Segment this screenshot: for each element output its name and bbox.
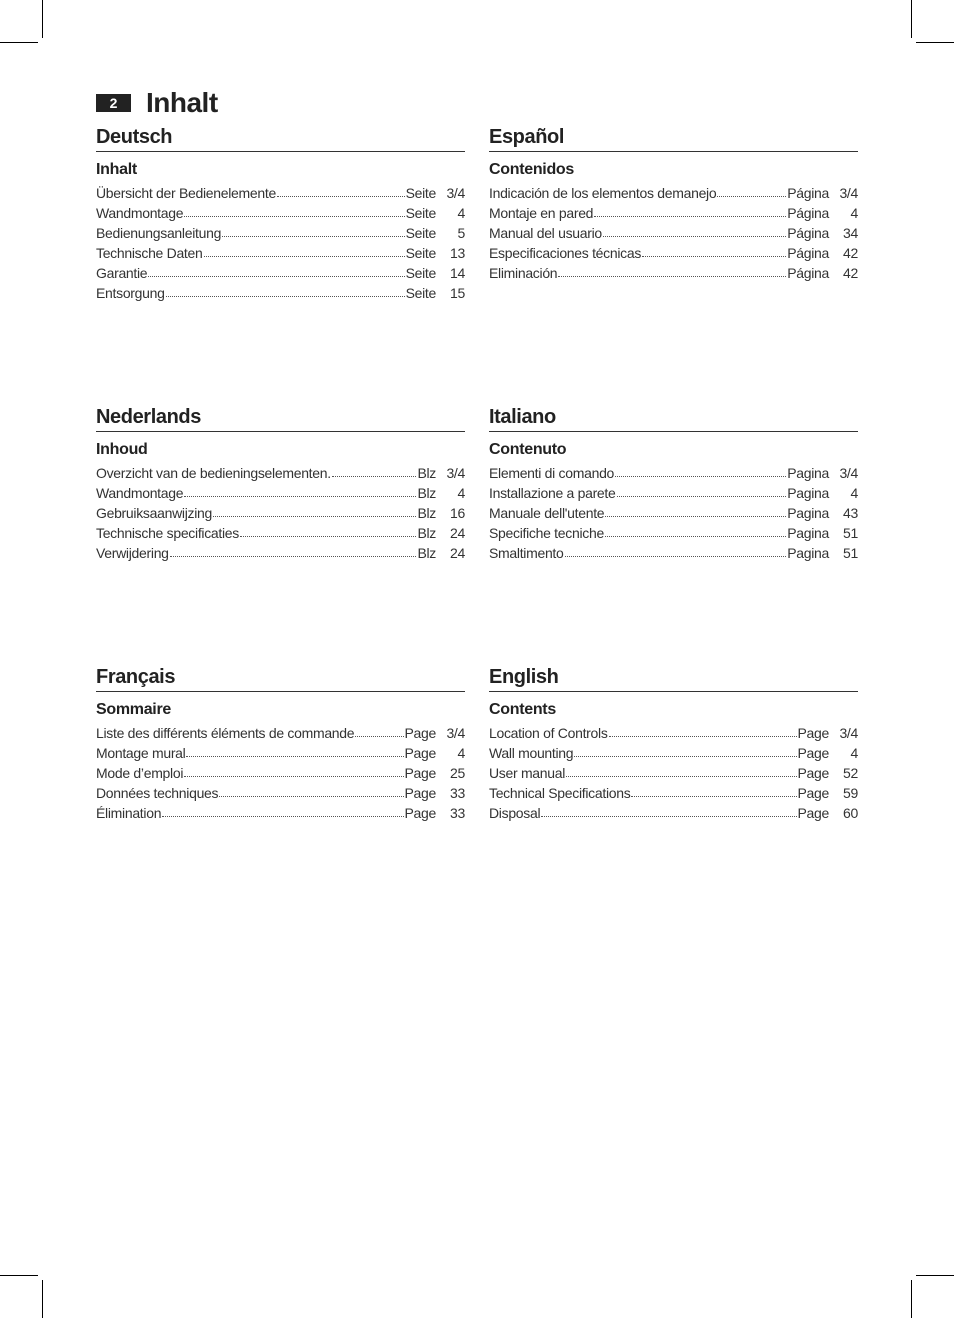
toc-entry-page-label: Blz — [417, 485, 436, 501]
toc-entry-page-number: 4 — [457, 745, 465, 761]
toc-entry-title: Élimination — [96, 805, 162, 821]
toc-entry-page-number: 3/4 — [446, 465, 465, 481]
toc-entry-page-label: Page — [404, 785, 436, 801]
section-italiano — [489, 403, 858, 563]
toc-entry-page-number: 4 — [457, 205, 465, 221]
toc-entry-page-label: Page — [797, 805, 829, 821]
toc-entry-page-label: Page — [797, 765, 829, 781]
toc-entry-page-label: Pagina — [787, 505, 829, 521]
toc-entry-page-number: 4 — [457, 485, 465, 501]
dot-leader — [184, 204, 404, 217]
crop-mark — [916, 1275, 954, 1276]
dot-leader — [186, 744, 403, 757]
toc-entry[interactable] — [96, 543, 465, 563]
language-heading: Italiano — [489, 403, 858, 432]
toc-entry-title: Manual del usuario — [489, 225, 602, 241]
toc-entry-page-label: Pagina — [787, 545, 829, 561]
toc-entry-page-label: Page — [404, 745, 436, 761]
dot-leader — [594, 204, 786, 217]
toc-entry-title: Montage mural — [96, 745, 186, 761]
toc-entry-page-number: 15 — [450, 285, 465, 301]
toc-entry[interactable] — [96, 503, 465, 523]
toc-subtitle: Inhalt — [96, 161, 137, 178]
toc-entry[interactable] — [489, 803, 858, 823]
dot-leader — [558, 264, 786, 277]
toc-entry-title: Gebruiksaanwijzing — [96, 505, 212, 521]
dot-leader — [541, 804, 796, 817]
crop-mark — [911, 0, 912, 38]
toc-entry-page-number: 3/4 — [446, 185, 465, 201]
toc-entry[interactable] — [489, 463, 858, 483]
dot-leader — [631, 784, 796, 797]
toc-entry-title: Technische specificaties — [96, 525, 239, 541]
dot-leader — [565, 544, 787, 557]
toc-list — [96, 723, 465, 823]
toc-entry-page-label: Seite — [405, 265, 436, 281]
toc-entry-page-number: 43 — [843, 505, 858, 521]
toc-entry-page-number: 33 — [450, 805, 465, 821]
toc-entry-page-label: Pagina — [787, 485, 829, 501]
toc-entry[interactable] — [96, 463, 465, 483]
toc-entry-page-label: Blz — [417, 545, 436, 561]
toc-list — [489, 183, 858, 283]
toc-list — [489, 463, 858, 563]
toc-entry[interactable] — [96, 803, 465, 823]
toc-entry[interactable] — [96, 183, 465, 203]
toc-entry-title: Manuale dell'utente — [489, 505, 605, 521]
toc-entry-page-number: 25 — [450, 765, 465, 781]
crop-mark — [0, 42, 38, 43]
toc-entry[interactable] — [96, 743, 465, 763]
toc-entry-title: Übersicht der Bedienelemente — [96, 185, 276, 201]
dot-leader — [162, 804, 403, 817]
toc-entry[interactable] — [96, 523, 465, 543]
dot-leader — [609, 724, 797, 737]
dot-leader — [148, 264, 404, 277]
toc-entry[interactable] — [96, 763, 465, 783]
toc-entry-page-label: Page — [404, 805, 436, 821]
toc-entry[interactable] — [489, 183, 858, 203]
toc-entry-page-number: 59 — [843, 785, 858, 801]
toc-entry-page-number: 24 — [450, 525, 465, 541]
toc-entry[interactable] — [96, 783, 465, 803]
dot-leader — [605, 504, 786, 517]
toc-entry-title: Eliminación — [489, 265, 558, 281]
toc-entry[interactable] — [96, 263, 465, 283]
toc-entry-page-label: Página — [787, 205, 829, 221]
toc-entry-page-number: 24 — [450, 545, 465, 561]
toc-entry-page-number: 16 — [450, 505, 465, 521]
toc-list — [489, 723, 858, 823]
dot-leader — [603, 224, 786, 237]
dot-leader — [219, 784, 403, 797]
toc-entry-page-number: 4 — [850, 485, 858, 501]
toc-entry-page-label: Blz — [417, 525, 436, 541]
toc-entry-page-number: 34 — [843, 225, 858, 241]
toc-entry-page-number: 3/4 — [839, 465, 858, 481]
crop-mark — [42, 1280, 43, 1318]
dot-leader — [617, 484, 787, 497]
toc-entry-title: Installazione a parete — [489, 485, 616, 501]
dot-leader — [222, 224, 404, 237]
page-title: Inhalt — [146, 87, 218, 118]
toc-entry-page-label: Page — [797, 745, 829, 761]
page-number: 2 — [96, 94, 131, 112]
toc-entry-page-label: Page — [404, 765, 436, 781]
toc-entry-page-number: 60 — [843, 805, 858, 821]
toc-entry[interactable] — [489, 523, 858, 543]
toc-entry-title: Verwijdering — [96, 545, 169, 561]
toc-entry-page-number: 5 — [457, 225, 465, 241]
toc-subtitle: Sommaire — [96, 701, 171, 718]
toc-entry-page-number: 51 — [843, 545, 858, 561]
section-francais — [96, 663, 465, 823]
section-deutsch — [96, 123, 465, 303]
toc-entry[interactable] — [96, 483, 465, 503]
toc-entry-title: Garantie — [96, 265, 148, 281]
toc-entry-title: Disposal — [489, 805, 541, 821]
toc-entry[interactable] — [489, 203, 858, 223]
toc-entry-title: Technical Specifications — [489, 785, 631, 801]
toc-entry-title: Technische Daten — [96, 245, 203, 261]
toc-entry-page-number: 4 — [850, 205, 858, 221]
dot-leader — [566, 764, 796, 777]
toc-entry[interactable] — [489, 783, 858, 803]
toc-entry-page-label: Pagina — [787, 525, 829, 541]
toc-entry-page-label: Page — [404, 725, 436, 741]
toc-entry-title: Mode d’emploi — [96, 765, 184, 781]
toc-entry[interactable] — [489, 543, 858, 563]
toc-entry[interactable] — [489, 223, 858, 243]
toc-subtitle: Contenuto — [489, 441, 567, 458]
toc-list — [96, 183, 465, 303]
toc-entry[interactable] — [489, 503, 858, 523]
toc-entry-page-number: 33 — [450, 785, 465, 801]
toc-entry-title: Indicación de los elementos demanejo — [489, 185, 717, 201]
toc-entry-page-label: Seite — [405, 245, 436, 261]
toc-entry[interactable] — [489, 243, 858, 263]
toc-entry-page-label: Página — [787, 225, 829, 241]
toc-entry-page-label: Blz — [417, 465, 436, 481]
dot-leader — [184, 484, 416, 497]
toc-entry-page-label: Pagina — [787, 465, 829, 481]
toc-entry-title: Bedienungsanleitung — [96, 225, 222, 241]
toc-entry[interactable] — [489, 263, 858, 283]
toc-entry-page-number: 51 — [843, 525, 858, 541]
toc-entry-title: Liste des différents éléments de commande — [96, 725, 355, 741]
toc-entry-title: Especificaciones técnicas — [489, 245, 642, 261]
dot-leader — [332, 464, 417, 477]
dot-leader — [605, 524, 786, 537]
toc-entry-title: Entsorgung — [96, 285, 165, 301]
toc-entry-page-number: 4 — [850, 745, 858, 761]
section-english — [489, 663, 858, 823]
toc-entry-title: Wall mounting — [489, 745, 574, 761]
section-nederlands — [96, 403, 465, 563]
toc-entry-title: Wandmontage — [96, 205, 184, 221]
toc-subtitle: Inhoud — [96, 441, 148, 458]
dot-leader — [717, 184, 786, 197]
toc-entry-title: Specifiche tecniche — [489, 525, 604, 541]
toc-entry-page-label: Página — [787, 185, 829, 201]
dot-leader — [355, 724, 403, 737]
dot-leader — [204, 244, 405, 257]
dot-leader — [170, 544, 417, 557]
toc-entry-page-number: 42 — [843, 245, 858, 261]
dot-leader — [277, 184, 405, 197]
toc-entry-page-label: Blz — [417, 505, 436, 521]
dot-leader — [240, 524, 416, 537]
toc-entry-page-label: Seite — [405, 225, 436, 241]
toc-entry-page-number: 3/4 — [446, 725, 465, 741]
toc-entry[interactable] — [489, 763, 858, 783]
toc-entry-page-number: 3/4 — [839, 725, 858, 741]
toc-entry[interactable] — [96, 223, 465, 243]
toc-subtitle: Contenidos — [489, 161, 574, 178]
toc-entry-page-label: Page — [797, 785, 829, 801]
toc-entry[interactable] — [96, 283, 465, 303]
dot-leader — [166, 284, 405, 297]
toc-entry-page-label: Page — [797, 725, 829, 741]
toc-entry-title: User manual — [489, 765, 566, 781]
crop-mark — [42, 0, 43, 38]
crop-mark — [0, 1275, 38, 1276]
toc-entry-page-label: Seite — [405, 285, 436, 301]
dot-leader — [642, 244, 786, 257]
crop-mark — [911, 1280, 912, 1318]
toc-entry[interactable] — [489, 723, 858, 743]
language-heading: Deutsch — [96, 123, 465, 152]
toc-entry[interactable] — [96, 203, 465, 223]
toc-entry-page-number: 3/4 — [839, 185, 858, 201]
toc-entry[interactable] — [96, 723, 465, 743]
language-heading: Nederlands — [96, 403, 465, 432]
toc-entry-page-label: Seite — [405, 185, 436, 201]
crop-mark — [916, 42, 954, 43]
toc-entry[interactable] — [489, 743, 858, 763]
toc-entry-page-label: Página — [787, 265, 829, 281]
dot-leader — [184, 764, 403, 777]
language-heading: Español — [489, 123, 858, 152]
language-heading: Français — [96, 663, 465, 692]
toc-entry-page-number: 13 — [450, 245, 465, 261]
toc-entry-title: Montaje en pared — [489, 205, 594, 221]
dot-leader — [615, 464, 786, 477]
toc-entry-title: Overzicht van de bedieningselementen. — [96, 465, 331, 481]
toc-entry-title: Smaltimento — [489, 545, 564, 561]
toc-entry-title: Location of Controls — [489, 725, 608, 741]
toc-entry-page-number: 14 — [450, 265, 465, 281]
dot-leader — [574, 744, 796, 757]
toc-entry-page-label: Página — [787, 245, 829, 261]
toc-list — [96, 463, 465, 563]
toc-subtitle: Contents — [489, 701, 556, 718]
toc-entry-page-number: 42 — [843, 265, 858, 281]
section-espanol — [489, 123, 858, 283]
page-header — [96, 86, 218, 120]
toc-entry-title: Wandmontage — [96, 485, 184, 501]
toc-entry[interactable] — [489, 483, 858, 503]
toc-entry[interactable] — [96, 243, 465, 263]
toc-entry-page-label: Seite — [405, 205, 436, 221]
toc-entry-page-number: 52 — [843, 765, 858, 781]
toc-entry-title: Données techniques — [96, 785, 219, 801]
language-heading: English — [489, 663, 858, 692]
toc-entry-title: Elementi di comando — [489, 465, 615, 481]
dot-leader — [213, 504, 416, 517]
